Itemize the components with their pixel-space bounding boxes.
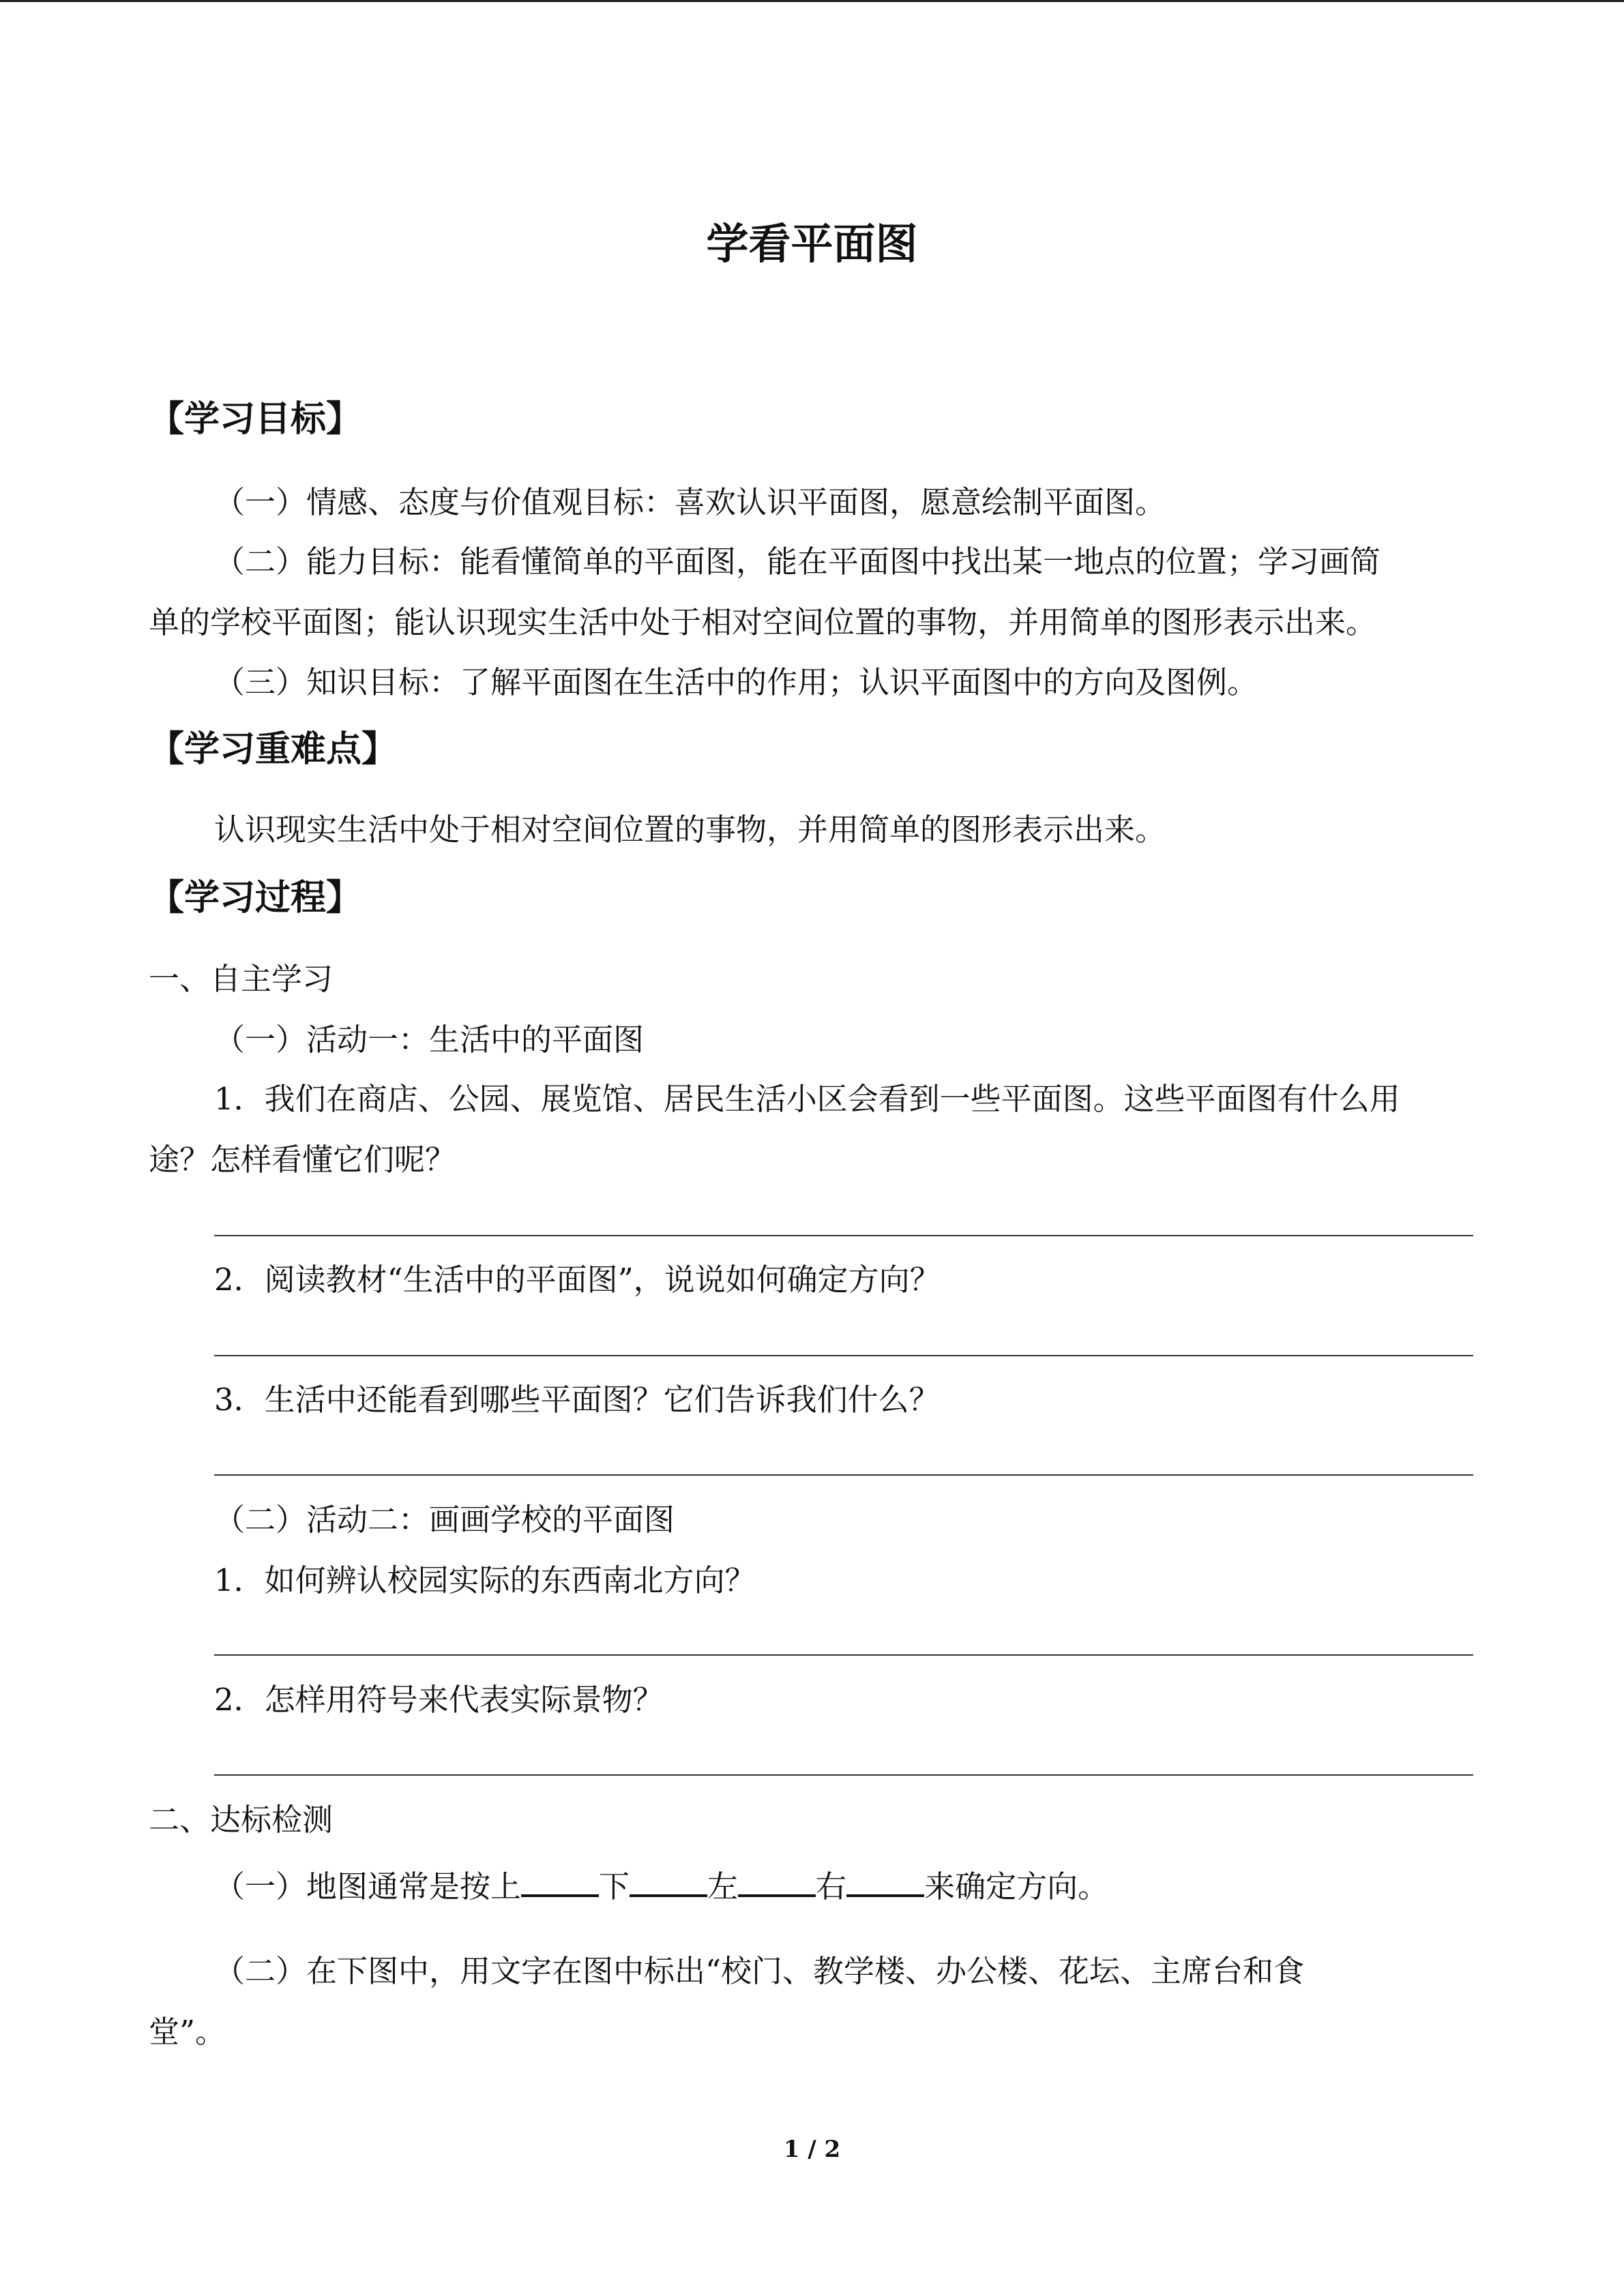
answer-line[interactable] xyxy=(214,1654,1473,1656)
activity-1-question-3: 3．生活中还能看到哪些平面图？它们告诉我们什么？ xyxy=(214,1382,940,1418)
activity-2-title: （二）活动二：画画学校的平面图 xyxy=(214,1502,675,1538)
section-heading-keypoints: 【学习重难点】 xyxy=(149,728,398,770)
test-question-1 xyxy=(214,1866,1108,1908)
fill-blank[interactable] xyxy=(846,1867,924,1897)
activity-1-question-2: 2．阅读教材“生活中的平面图”，说说如何确定方向？ xyxy=(214,1262,941,1298)
test-question-1-word-right: 右 xyxy=(816,1868,847,1905)
activity-2-question-1: 1．如何辨认校园实际的东西南北方向？ xyxy=(214,1562,756,1598)
answer-line[interactable] xyxy=(214,1474,1473,1476)
goal-3: （三）知识目标：了解平面图在生活中的作用；认识平面图中的方向及图例。 xyxy=(214,664,1258,700)
answer-line[interactable] xyxy=(214,1355,1473,1356)
goal-2-line-2: 单的学校平面图；能认识现实生活中处于相对空间位置的事物，并用简单的图形表示出来。 xyxy=(149,604,1377,640)
answer-line[interactable] xyxy=(214,1774,1473,1776)
page-title: 学看平面图 xyxy=(706,219,918,269)
activity-2-question-2: 2．怎样用符号来代表实际景物？ xyxy=(214,1682,664,1718)
fill-blank[interactable] xyxy=(521,1867,599,1897)
test-question-1-prefix: （一）地图通常是按上 xyxy=(214,1868,522,1905)
test-question-1-word-left: 左 xyxy=(707,1868,739,1905)
activity-1-question-1-line-2: 途？怎样看懂它们呢？ xyxy=(149,1142,456,1178)
fill-blank[interactable] xyxy=(630,1867,707,1897)
test-question-2-line-1: （二）在下图中，用文字在图中标出“校门、教学楼、办公楼、花坛、主席台和食 xyxy=(214,1953,1305,1989)
goal-1: （一）情感、态度与价值观目标：喜欢认识平面图，愿意绘制平面图。 xyxy=(214,484,1166,520)
keypoints-text: 认识现实生活中处于相对空间位置的事物，并用简单的图形表示出来。 xyxy=(214,811,1166,848)
test-question-1-word-down: 下 xyxy=(599,1868,630,1905)
part-2-title: 二、达标检测 xyxy=(149,1802,334,1838)
page-number: 1 / 2 xyxy=(783,2136,841,2163)
goal-2-line-1: （二）能力目标：能看懂简单的平面图，能在平面图中找出某一地点的位置；学习画简 xyxy=(214,543,1381,580)
part-1-title: 一、自主学习 xyxy=(149,961,334,997)
test-question-1-suffix: 来确定方向。 xyxy=(924,1868,1109,1905)
activity-1-title: （一）活动一：生活中的平面图 xyxy=(214,1022,645,1058)
section-heading-process: 【学习过程】 xyxy=(149,877,362,919)
test-question-2-line-2: 堂”。 xyxy=(149,2014,226,2050)
fill-blank[interactable] xyxy=(738,1867,816,1897)
page-top-border xyxy=(0,0,1624,2)
activity-1-question-1-line-1: 1．我们在商店、公园、展览馆、居民生活小区会看到一些平面图。这些平面图有什么用 xyxy=(214,1081,1400,1117)
answer-line[interactable] xyxy=(214,1235,1473,1236)
section-heading-goals: 【学习目标】 xyxy=(149,398,362,440)
